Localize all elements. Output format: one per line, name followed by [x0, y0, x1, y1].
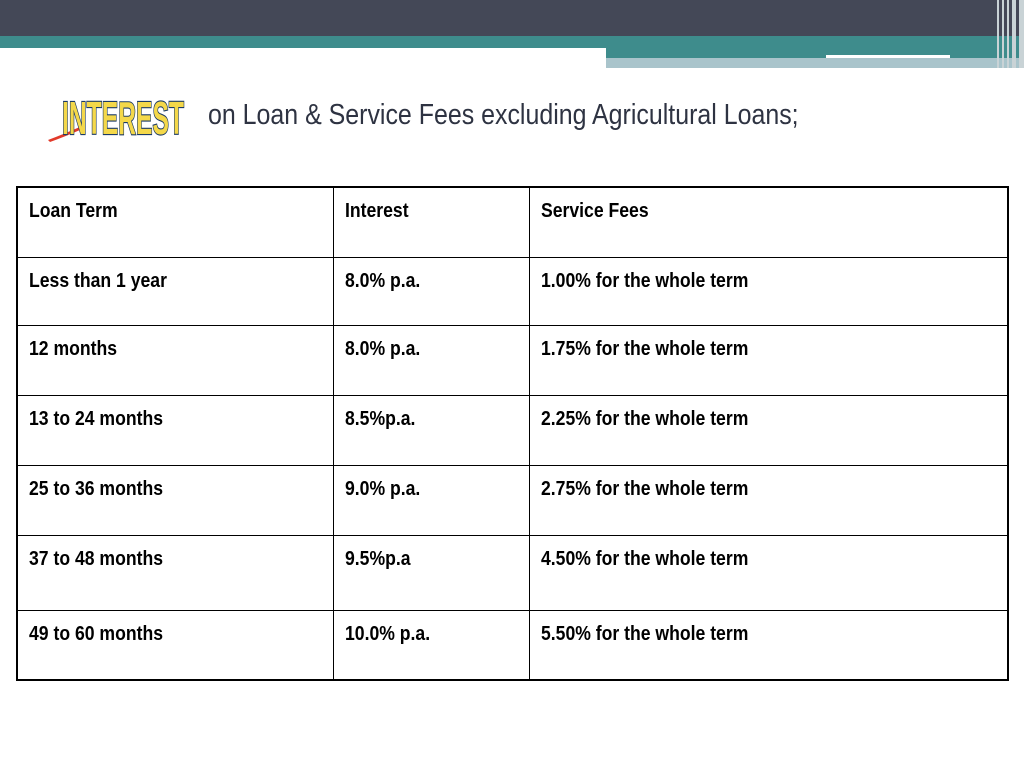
cell-service-fees: 4.50% for the whole term — [529, 535, 1008, 610]
interest-logo-text: INTEREST — [62, 92, 184, 144]
table-row — [17, 465, 1008, 535]
cell-loan-term: 49 to 60 months — [17, 610, 333, 680]
cell-interest: 9.0% p.a. — [333, 465, 529, 535]
cell-interest: 8.0% p.a. — [333, 325, 529, 395]
header-interest: Interest — [333, 187, 529, 257]
table-header-row — [17, 187, 1008, 257]
cell-service-fees: 1.75% for the whole term — [529, 325, 1008, 395]
table-row — [17, 395, 1008, 465]
table-row — [17, 257, 1008, 325]
cell-loan-term: 13 to 24 months — [17, 395, 333, 465]
table-row — [17, 535, 1008, 610]
fees-table — [16, 186, 1009, 681]
table-row — [17, 325, 1008, 395]
cell-loan-term: 12 months — [17, 325, 333, 395]
header-bar-dark — [0, 0, 1024, 36]
cell-service-fees: 1.00% for the whole term — [529, 257, 1008, 325]
cell-service-fees: 5.50% for the whole term — [529, 610, 1008, 680]
cell-interest: 10.0% p.a. — [333, 610, 529, 680]
header-vertical-stripes — [994, 0, 1024, 68]
header-bar-teal-accent — [606, 48, 1024, 58]
header-bar-teal — [0, 36, 1024, 48]
cell-service-fees: 2.75% for the whole term — [529, 465, 1008, 535]
cell-loan-term: Less than 1 year — [17, 257, 333, 325]
cell-interest: 8.5%p.a. — [333, 395, 529, 465]
cell-loan-term: 37 to 48 months — [17, 535, 333, 610]
header-bar-thin-line — [826, 55, 950, 58]
cell-interest: 9.5%p.a — [333, 535, 529, 610]
header-bar-light-accent — [606, 58, 1024, 68]
slide-subtitle: on Loan & Service Fees excluding Agricultural Loans; — [208, 99, 799, 131]
cell-service-fees: 2.25% for the whole term — [529, 395, 1008, 465]
cell-interest: 8.0% p.a. — [333, 257, 529, 325]
header-loan-term: Loan Term — [17, 187, 333, 257]
table-row — [17, 610, 1008, 680]
cell-loan-term: 25 to 36 months — [17, 465, 333, 535]
interest-wordart-logo — [44, 90, 189, 146]
header-service-fees: Service Fees — [529, 187, 1008, 257]
